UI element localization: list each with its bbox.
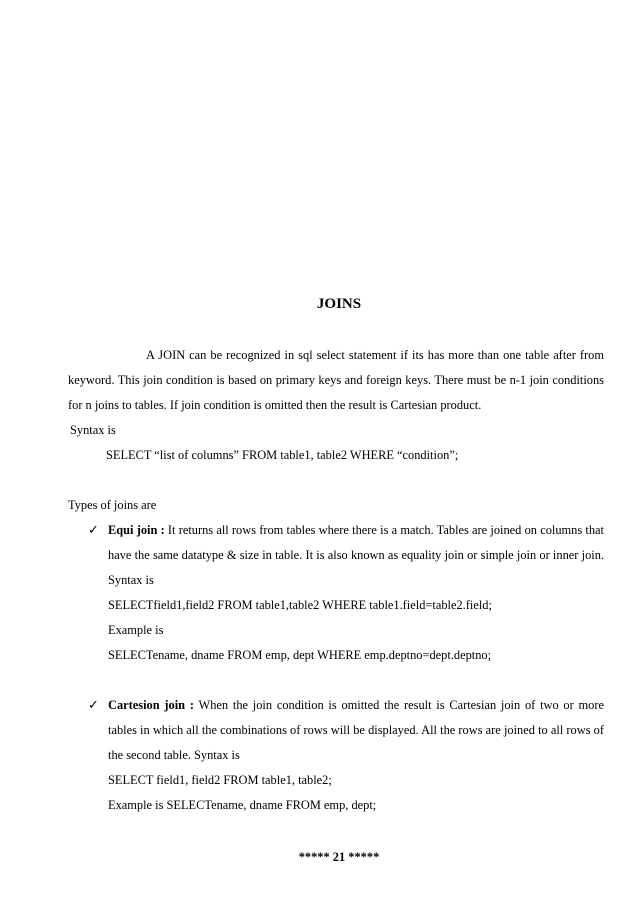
intro-paragraph — [68, 343, 604, 418]
bullet-line: SELECT field1, field2 FROM table1, table2; — [108, 773, 332, 787]
bullet-desc: When the join condition is omitted the result is Cartesian join of two or more tables in which all the combinations of rows will be displayed. All the rows are joined to all rows of the second table. Syntax is — [108, 698, 604, 762]
checkmark-icon: ✓ — [88, 698, 99, 713]
bullet-term: Equi join : — [108, 523, 165, 537]
page-title: JOINS — [316, 296, 362, 312]
bullet-cartesion-join — [68, 693, 604, 818]
bullet-term: Cartesion join : — [108, 698, 194, 712]
syntax-code: SELECT “list of columns” FROM table1, table2 WHERE “condition”; — [106, 448, 459, 462]
intro-text: A JOIN can be recognized in sql select statement if its has more than one table after from keyword. This join condition is based on primary keys and foreign keys. There must be n-1 join conditions for n joins to tables. If join condition is omitted then the result is Cartesian product. — [68, 348, 604, 412]
bullet-desc: It returns all rows from tables where there is a match. Tables are joined on columns that have the same datatype & size in table. It is also known as equality join or simple join or inner join. Syntax is — [108, 523, 604, 587]
types-label: Types of joins are — [68, 498, 157, 512]
bullet-line: SELECTename, dname FROM emp, dept WHERE emp.deptno=dept.deptno; — [108, 648, 492, 662]
bullet-equi-join — [68, 518, 604, 668]
body-text — [68, 343, 604, 818]
bullet-line: Example is — [108, 623, 164, 637]
checkmark-icon: ✓ — [88, 523, 99, 538]
syntax-label: Syntax is — [70, 423, 116, 437]
page-footer: ***** 21 ***** — [298, 850, 380, 864]
bullet-line: Example is SELECTename, dname FROM emp, dept; — [108, 798, 377, 812]
bullet-line: SELECTfield1,field2 FROM table1,table2 WHERE table1.field=table2.field; — [108, 598, 492, 612]
